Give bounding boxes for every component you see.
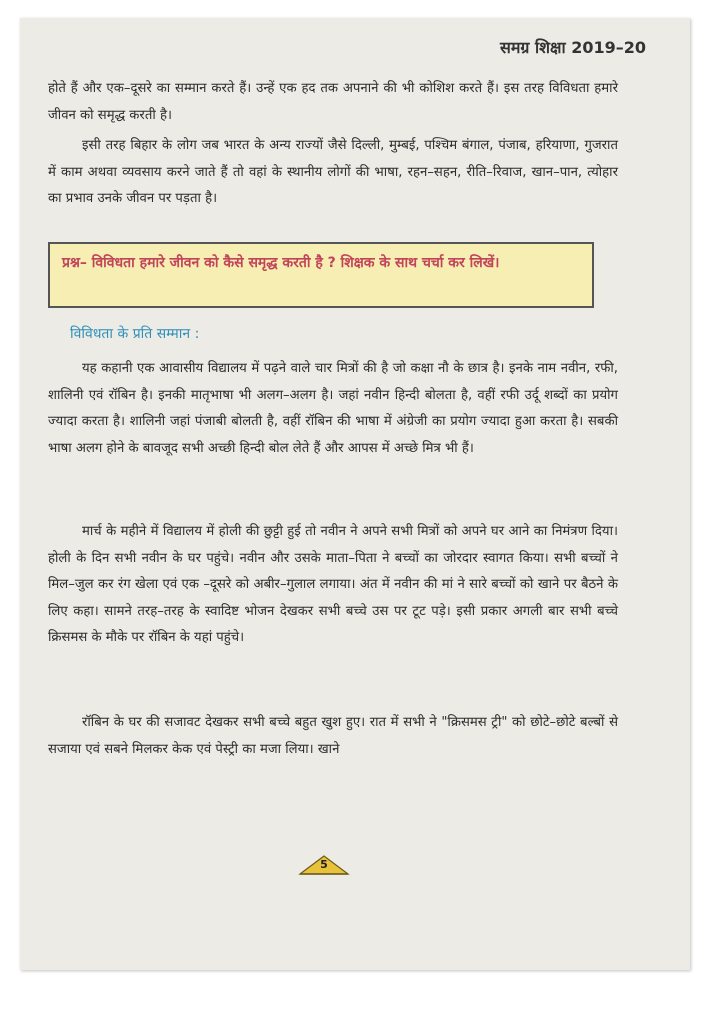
section-heading: विविधता के प्रति सम्मान : [70, 326, 200, 342]
page-header-title: समग्र शिक्षा 2019–20 [500, 38, 646, 57]
page-number: 5 [320, 858, 328, 871]
paragraph-christmas: रॉबिन के घर की सजावट देखकर सभी बच्चे बहुत खुश हुए। रात में सभी ने "क्रिसमस ट्री" को छोटे–छोटे बल्बों से सजाया एवं सबने मिलकर केक एवं पेस्ट्री का मजा लिया। खाने [48, 715, 618, 757]
paragraph-holi: मार्च के महीने में विद्यालय में होली की छुट्टी हुई तो नवीन ने अपने सभी मित्रों को अपने घर आने का निमंत्रण दिया। होली के दिन सभी नवीन के घर पहुंचे। नवीन और उसके माता–पिता ने बच्चों का जोरदार स्वागत किया। सभी बच्चों ने मिल–जुल कर रंग खेला एवं एक –दूसरे को अबीर–गुलाल लगाया। अंत में नवीन की मां ने सारे बच्चों को खाने पर बैठने के लिए कहा। सामने तरह–तरह के स्वादिष्ट भोजन देखकर सभी बच्चे उस पर टूट पड़े। इसी प्रकार अगली बार सभी बच्चे क्रिसमस के मौके पर रॉबिन के यहां पहुंचे। [48, 524, 618, 645]
question-box [48, 242, 594, 308]
paragraph-story: यह कहानी एक आवासीय विद्यालय में पढ़ने वाले चार मित्रों की है जो कक्षा नौ के छात्र है। इनके नाम नवीन, रफी, शालिनी एवं रॉबिन है। इनकी मातृभाषा भी अलग–अलग है। जहां नवीन हिन्दी बोलता है, वहीं रफी उर्दू शब्दों का प्रयोग ज्यादा करता है। शालिनी जहां पंजाबी बोलती है, वहीं रॉबिन की भाषा में अंग्रेजी का प्रयोग ज्यादा हुआ करता है। सबकी भाषा अलग होने के बावजूद सभी अच्छी हिन्दी बोल लेते हैं और आपस में अच्छे मित्र भी हैं। [48, 361, 618, 456]
paragraph-intro: होते हैं और एक–दूसरे का सम्मान करते हैं। उन्हें एक हद तक अपनाने की भी कोशिश करते हैं। इस तरह विविधता हमारे जीवन को समृद्ध करती है। [48, 81, 618, 123]
document-page [20, 18, 690, 970]
page-number-badge [298, 854, 350, 876]
question-text: प्रश्न– विविधता हमारे जीवन को कैसे समृद्ध करती है ? शिक्षक के साथ चर्चा कर लिखें। [62, 255, 500, 271]
paragraph-bihar: इसी तरह बिहार के लोग जब भारत के अन्य राज्यों जैसे दिल्ली, मुम्बई, पश्चिम बंगाल, पंजाब, हरियाणा, गुजरात में काम अथवा व्यवसाय करने जाते हैं तो वहां के स्थानीय लोगों की भाषा, रहन–सहन, रीति–रिवाज, खान–पान, त्योहार का प्रभाव उनके जीवन पर पड़ता है। [48, 138, 618, 206]
